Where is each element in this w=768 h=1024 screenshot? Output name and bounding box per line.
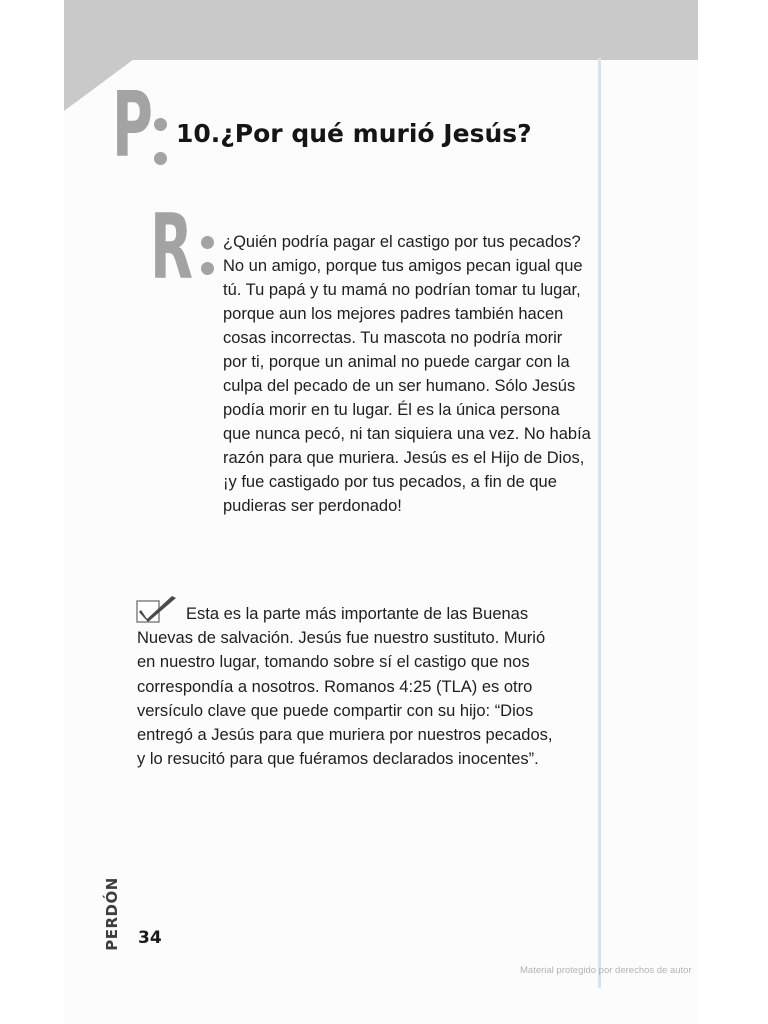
answer-line: por ti, porque un animal no puede cargar con la bbox=[223, 353, 570, 371]
section-label bbox=[97, 878, 127, 950]
question-text: ¿Por qué murió Jesús? bbox=[220, 119, 532, 148]
answer-line: podía morir en tu lugar. Él es la única persona bbox=[223, 401, 560, 419]
note-line: Nuevas de salvación. Jesús fue nuestro sustituto. Murió bbox=[137, 629, 546, 648]
colon-dot-top bbox=[154, 118, 167, 131]
header-band bbox=[64, 0, 698, 60]
answer-line: tú. Tu papá y tu mamá no podrían tomar tu lugar, bbox=[223, 281, 581, 299]
note-line: y lo resucitó para que fuéramos declarados inocentes”. bbox=[137, 750, 539, 769]
note-line: correspondía a nosotros. Romanos 4:25 (TLA) es otro bbox=[137, 677, 533, 696]
parent-note-paragraph bbox=[137, 602, 607, 771]
note-line: en nuestro lugar, tomando sobre sí el castigo que nos bbox=[137, 653, 530, 672]
answer-paragraph bbox=[223, 230, 643, 518]
page-fold-line bbox=[598, 58, 601, 988]
answer-line: No un amigo, porque tus amigos pecan igual que bbox=[223, 257, 583, 275]
colon-dot-top bbox=[201, 236, 214, 249]
answer-line: razón para que muriera. Jesús es el Hijo de Dios, bbox=[223, 449, 585, 467]
note-line: entregó a Jesús para que muriera por nuestros pecados, bbox=[137, 726, 553, 745]
answer-marker-letter: R bbox=[150, 195, 193, 300]
colon-dot-bottom bbox=[201, 262, 214, 275]
question-marker-letter: P bbox=[112, 73, 153, 178]
answer-line: culpa del pecado de un ser humano. Sólo Jesús bbox=[223, 377, 576, 395]
note-line: versículo clave que puede compartir con su hijo: “Dios bbox=[137, 701, 534, 720]
question-number: 10. bbox=[176, 119, 221, 148]
answer-line: ¡y fue castigado por tus pecados, a fin de que bbox=[223, 473, 557, 491]
page-number: 34 bbox=[138, 928, 162, 948]
answer-marker-colon bbox=[201, 232, 219, 276]
answer-line: que nunca pecó, ni tan siquiera una vez. No había bbox=[223, 425, 591, 443]
answer-line: porque aun los mejores padres también hacen bbox=[223, 305, 564, 323]
answer-line: ¿Quién podría pagar el castigo por tus pecados? bbox=[223, 233, 581, 251]
section-label-text: PERDÓN bbox=[103, 877, 121, 951]
answer-line: cosas incorrectas. Tu mascota no podría morir bbox=[223, 329, 563, 347]
question-heading bbox=[176, 114, 532, 154]
note-line: Esta es la parte más importante de las Buenas bbox=[186, 605, 529, 623]
colon-dot-bottom bbox=[154, 152, 167, 165]
copyright-watermark: Material protegido por derechos de autor bbox=[520, 965, 692, 976]
question-marker-colon bbox=[154, 104, 172, 166]
answer-line: pudieras ser perdonado! bbox=[223, 497, 402, 515]
